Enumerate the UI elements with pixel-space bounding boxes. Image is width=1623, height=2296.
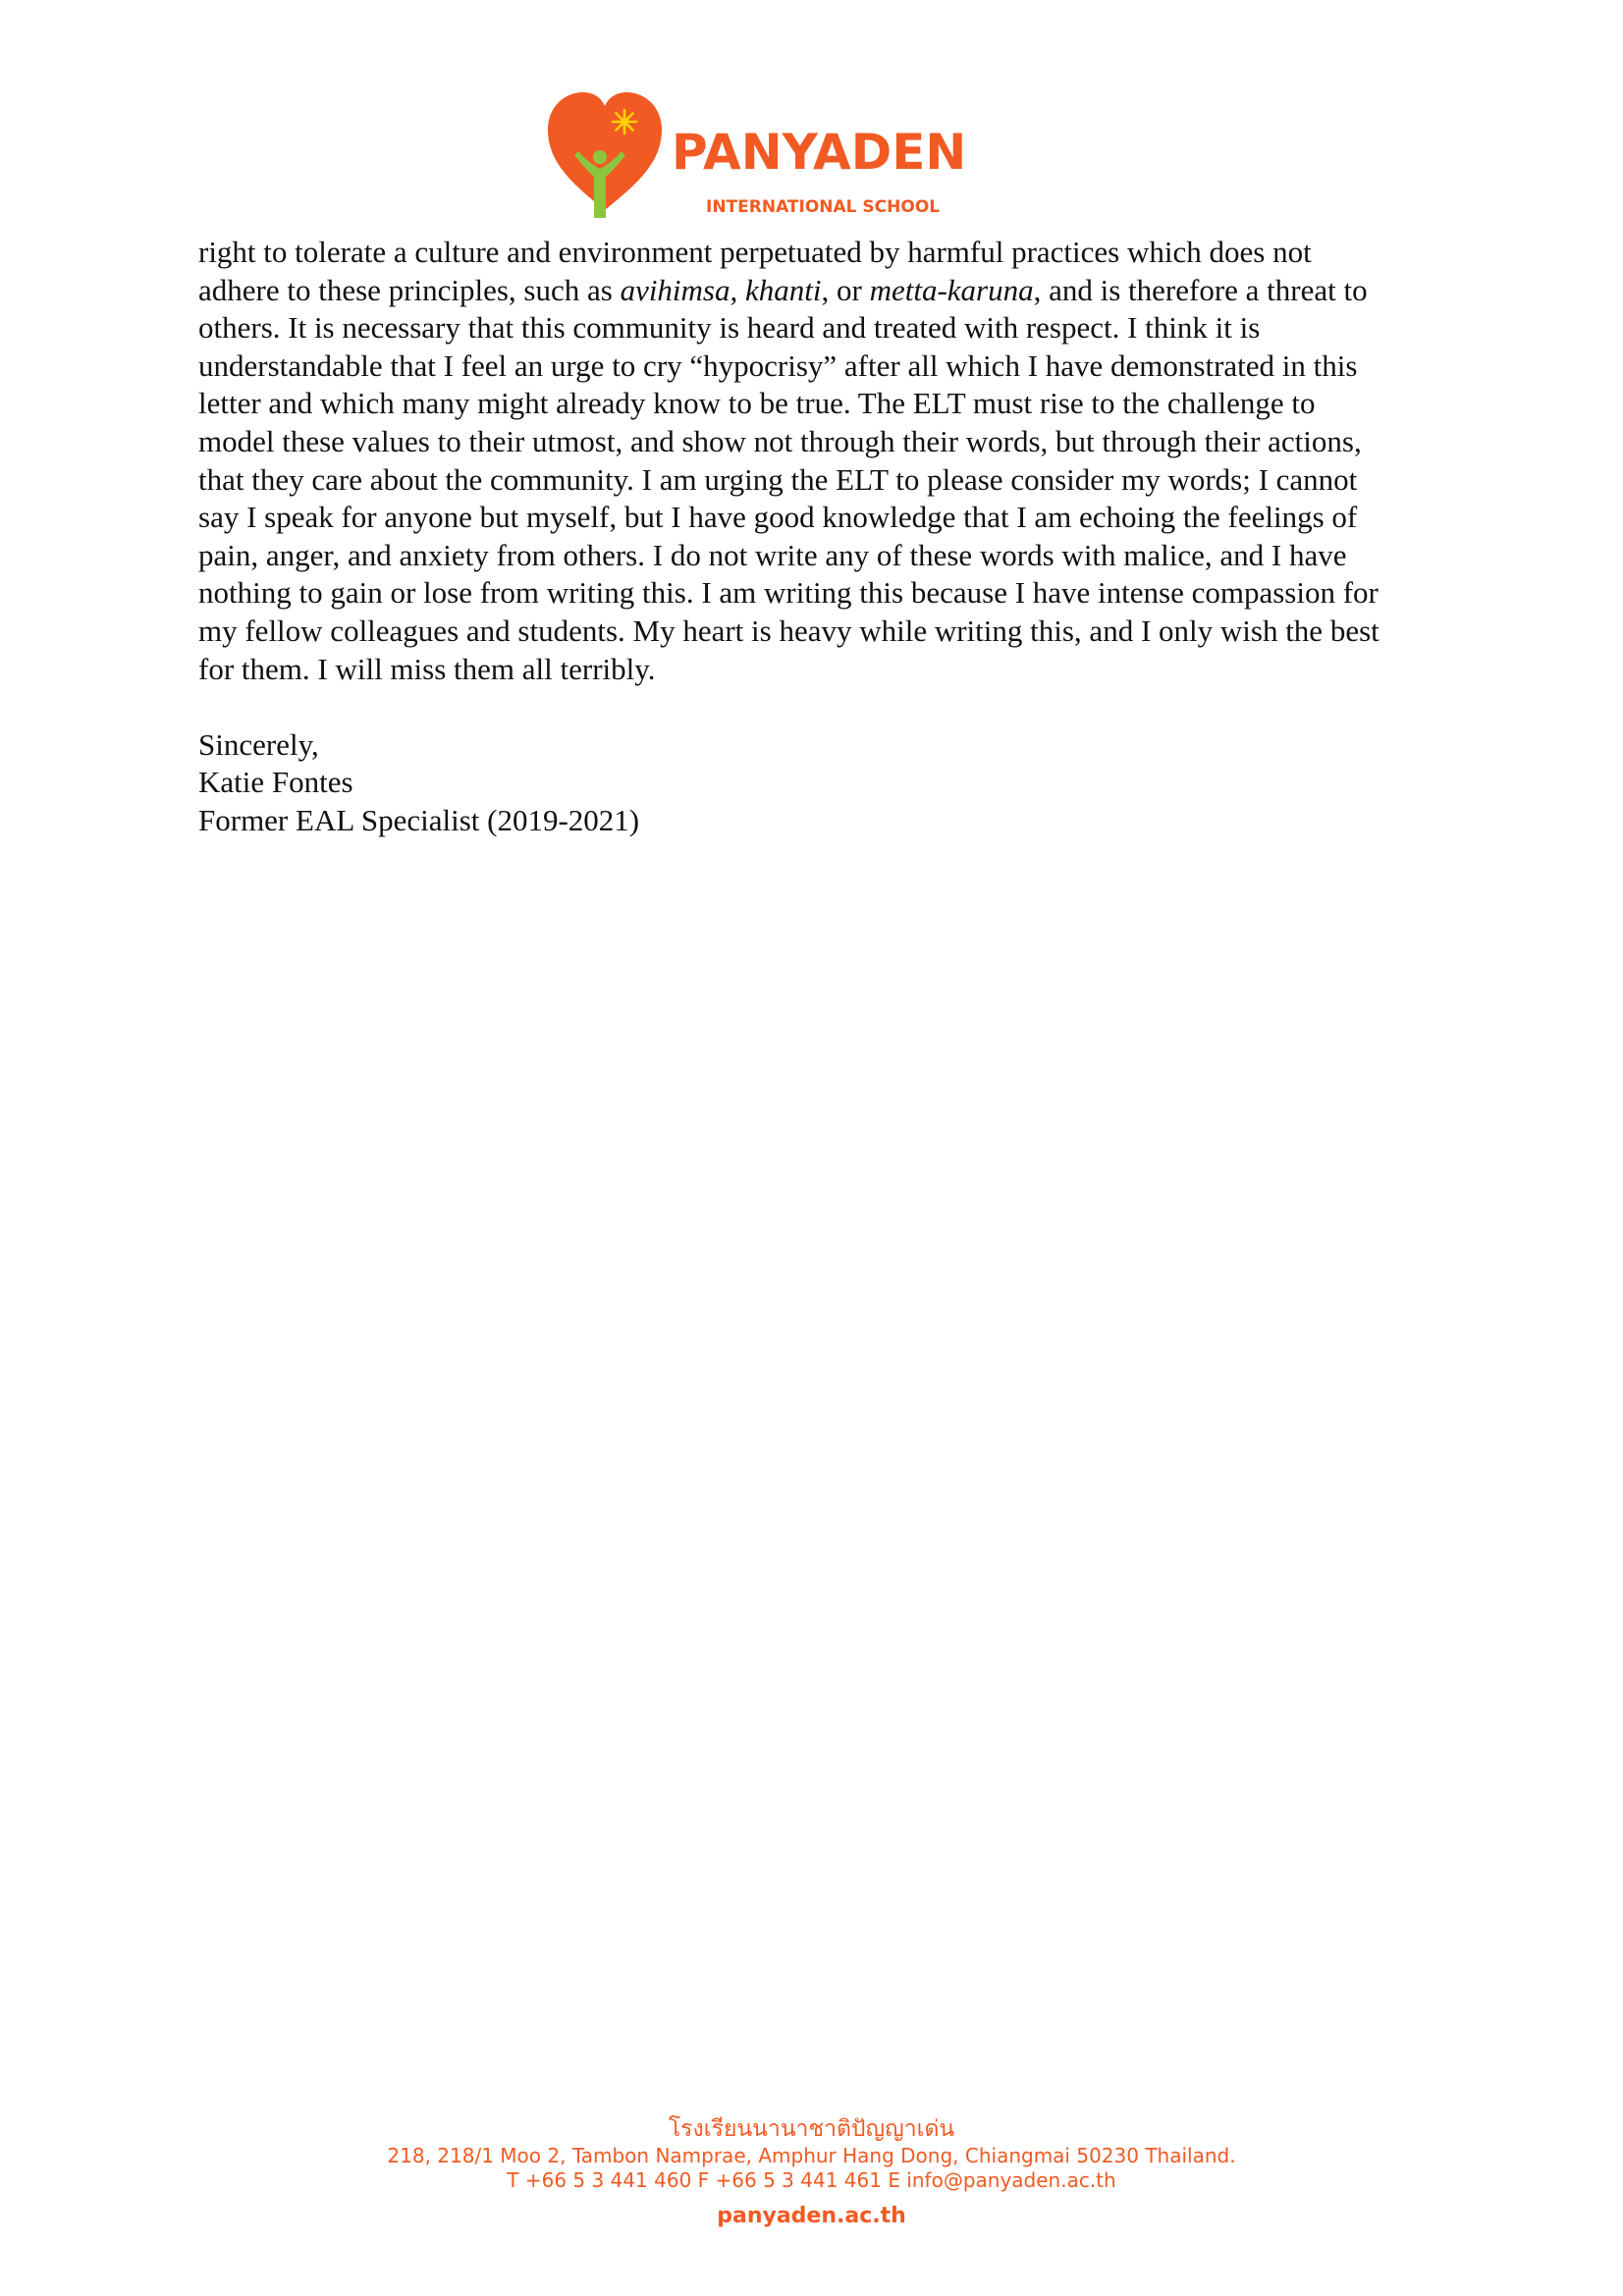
text-run: understandable that I feel an urge to cry “hypocrisy” after all which I have demonstrated in this (198, 347, 1358, 383)
body-line (198, 272, 1494, 310)
heart-with-child-and-sun-icon (546, 90, 664, 218)
letterhead (546, 90, 998, 226)
text-run: my fellow colleagues and students. My heart is heavy while writing this, and I only wish the best (198, 613, 1380, 648)
letter-footer (0, 2114, 1623, 2230)
text-run: right to tolerate a culture and environment perpetuated by harmful practices which does not (198, 235, 1312, 269)
body-line (198, 574, 1494, 613)
body-line (198, 347, 1494, 386)
brand-subtitle: INTERNATIONAL SCHOOL (706, 197, 941, 217)
text-run: , (730, 272, 745, 307)
signer-title: Former EAL Specialist (2019-2021) (198, 802, 640, 837)
letter-body (198, 234, 1494, 840)
body-line (198, 537, 1494, 575)
italic-term: khanti (745, 272, 822, 307)
body-line (198, 385, 1494, 423)
body-line (198, 613, 1494, 651)
text-run: nothing to gain or lose from writing this. I am writing this because I have intense compassion for (198, 575, 1379, 611)
text-run: pain, anger, and anxiety from others. I do not write any of these words with malice, and I have (198, 537, 1347, 572)
brand-name: PANYADEN (672, 124, 967, 181)
text-run: adhere to these principles, such as (198, 272, 621, 307)
text-run: , or (821, 272, 870, 307)
footer-thai-school-name: โรงเรียนนานาชาติปัญญาเด่น (668, 2116, 955, 2142)
footer-website-link[interactable]: panyaden.ac.th (717, 2204, 906, 2228)
body-line (198, 499, 1494, 537)
signer-name: Katie Fontes (198, 765, 353, 800)
footer-address: 218, 218/1 Moo 2, Tambon Namprae, Amphur Hang Dong, Chiangmai 50230 Thailand. (387, 2144, 1236, 2167)
footer-contact: T +66 5 3 441 460 F +66 5 3 441 461 E info@panyaden.ac.th (507, 2168, 1116, 2192)
text-run: say I speak for anyone but myself, but I have good knowledge that I am echoing the feelings of (198, 500, 1358, 535)
closing: Sincerely, (198, 726, 319, 762)
text-run: letter and which many might already know to be true. The ELT must rise to the challenge to (198, 386, 1316, 421)
text-run: for them. I will miss them all terribly. (198, 651, 656, 686)
body-line (198, 423, 1494, 461)
paragraph-spacer (198, 688, 1494, 726)
italic-term: metta-karuna (869, 272, 1034, 307)
body-line (198, 234, 1494, 272)
text-run: model these values to their utmost, and show not through their words, but through their actions, (198, 423, 1362, 458)
text-run: that they care about the community. I am urging the ELT to please consider my words; I cannot (198, 461, 1358, 497)
text-run: , and is therefore a threat to (1033, 272, 1368, 307)
italic-term: avihimsa (620, 272, 730, 307)
text-run: others. It is necessary that this community is heard and treated with respect. I think it is (198, 310, 1261, 346)
body-line (198, 309, 1494, 347)
body-line (198, 651, 1494, 689)
body-line (198, 461, 1494, 500)
body-paragraph (198, 234, 1494, 688)
